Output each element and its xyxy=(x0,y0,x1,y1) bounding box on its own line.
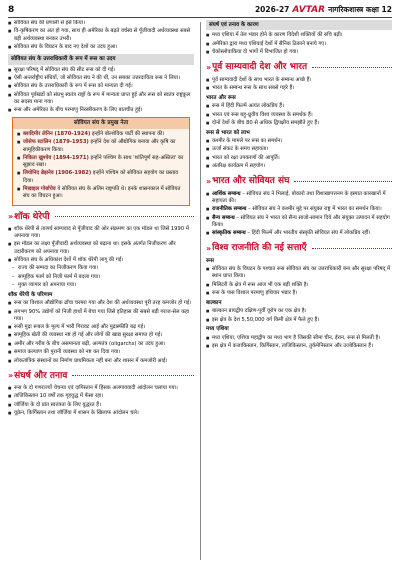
central-asia-list xyxy=(206,335,392,351)
list-item: ■ लगभग 90% उद्योगों को निजी हाथों में बेचा गया जिसे इतिहास की सबसे बड़ी गराज-सेल कहा गया। xyxy=(8,309,194,323)
shock-therapy-sublist xyxy=(12,265,194,289)
section-title: विश्व राजनीति की नई सत्ताएँ xyxy=(212,243,307,254)
list-item: ■ सोवियत संघ के विघटन के बाद नए देशों का उदय हुआ। xyxy=(8,44,194,51)
list-item: ■ रूस और अमेरिका के बीच परमाणु निरस्त्रीकरण के लिए बातचीत हुई। xyxy=(8,107,194,114)
leader-name: ब्लादिमीर लेनिन (1870-1924) xyxy=(23,131,91,138)
list-item: ■ समाज कल्याण की पुरानी व्यवस्था को नष्ट कर दिया गया। xyxy=(8,349,194,356)
book-title xyxy=(255,4,392,16)
list-item: ■ यूक्रेन, किर्गिस्तान तथा जॉर्जिया में शासन के खिलाफ आंदोलन चले। xyxy=(8,410,194,417)
india-ussr-list xyxy=(206,191,392,238)
section-title: संघर्ष और तनाव xyxy=(14,370,68,381)
leaders-box xyxy=(12,117,190,205)
page-header xyxy=(0,0,400,20)
leader-item xyxy=(17,139,185,153)
arrow-icon: » xyxy=(8,371,13,381)
list-item: ■ रूस का विशाल औद्योगिक ढाँचा चरमरा गया और देश की अर्थव्यवस्था पूरी तरह कमजोर हो गई। xyxy=(8,300,194,307)
subheading-band: संघर्ष एवं तनाव के कारण xyxy=(206,20,392,30)
list-item: ■ अमीर और गरीब के बीच असमानता बढ़ी, अल्पतंत्र (oligarchs) का उदय हुआ। xyxy=(8,341,194,348)
list-item: ■ सुरक्षा परिषद् में सोवियत संघ की सीट रूस को दी गई। xyxy=(8,67,194,74)
term-label: आर्थिक सम्बन्ध xyxy=(212,190,241,197)
dotted-rule xyxy=(312,67,392,68)
subheading: रूस से भारत को लाभ xyxy=(206,129,250,136)
list-item: ■ सोवियत पूर्वखंडों को संप्रभु स्वतंत्र राष्ट्रों के रूप में मान्यता प्राप्त हुई और रूस को स्वतंत्र राष्ट्रकुल का सदस्य माना गया। xyxy=(8,92,194,106)
list-item: ■ भारत को रक्षा उपकरणों की आपूर्ति। xyxy=(206,155,392,162)
leaders-list xyxy=(17,131,185,200)
page-number: 8 xyxy=(8,5,15,15)
shock-results-list xyxy=(8,300,194,365)
leaders-box-title: सोवियत संघ के प्रमुख नेता xyxy=(13,118,189,129)
section-heading xyxy=(206,242,392,254)
list-item: – मुक्त व्यापार को अपनाया गया। xyxy=(12,282,194,289)
dotted-rule xyxy=(312,248,392,249)
list-item: ■ सोवियत संघ के अधिकांश देशों में शॉक थेरेपी लागू की गई। xyxy=(8,257,194,264)
list-item: – राज्य की सम्पदा का निजीकरण किया गया। xyxy=(12,265,194,272)
subheading: मध्य एशिया xyxy=(206,326,229,333)
list-item: ■ चेकोस्लोवाकिया दो भागों में विभाजित हो गया। xyxy=(206,49,392,56)
leader-text: इन्होंने देश को औद्योगिक बनाया और कृषि का सामूहिकीकरण किया। xyxy=(23,139,176,153)
intro-list xyxy=(8,20,194,51)
list-item: ■ वि-कृषिकरण का अंत हो गया, साथ ही अमेरिका के बढ़ते वर्चस्व से पूँजीवादी अर्थव्यवस्था सबसे बड़ी अर्थव्यवस्था बनकर उभरी। xyxy=(8,28,194,42)
section-heading xyxy=(8,211,194,223)
leader-text: ये सोवियत संघ के अंतिम राष्ट्रपति थे। इनके शासनकाल में सोवियत संघ का विघटन हुआ। xyxy=(23,185,181,200)
russia-power-list xyxy=(206,266,392,297)
list-item: ■ अंतरिक्ष कार्यक्रम में सहयोग। xyxy=(206,163,392,170)
dotted-rule xyxy=(72,375,194,376)
list-item: ■ रूस में हिंदी फिल्में अत्यंत लोकप्रिय हैं। xyxy=(206,103,392,110)
list-item: ■ सोवियत संघ के उत्तराधिकारी के रूप में रूस को मान्यता दी गई। xyxy=(8,83,194,90)
list-item: – सामूहिक फार्म को निजी फार्म में बदला गया। xyxy=(12,274,194,281)
subheading: भारत और रूस xyxy=(206,94,236,101)
column-divider xyxy=(200,22,201,560)
section-heading xyxy=(206,61,392,73)
list-item: ■ इस क्षेत्र के देश 5,50,000 वर्ग किमी क्षेत्र में फैले हुए हैं। xyxy=(206,317,392,324)
balkan-list xyxy=(206,308,392,324)
conflict-list xyxy=(8,385,194,417)
arrow-icon: » xyxy=(206,177,211,187)
ex-communist-list xyxy=(206,77,392,93)
list-item: ■ सांस्कृतिक सम्बन्ध – हिंदी फिल्में और भारतीय संस्कृति सोवियत संघ में लोकप्रिय रहीं। xyxy=(206,230,392,237)
subheading: शॉक थेरेपी के परिणाम xyxy=(8,291,53,298)
list-item: ■ कश्मीर के मामले पर रूस का समर्थन। xyxy=(206,138,392,145)
list-item: ■ ऐसी अन्तर्राष्ट्रीय संधियों, जो सोवियत संघ ने की थीं, उन सबका उत्तरदायित्व रूस ने लिया। xyxy=(8,75,194,82)
term-text: सोवियत संघ ने भिलाई, बोकारो तथा विशाखापत्तनम के इस्पात कारखानों में सहायता की। xyxy=(212,190,386,204)
leader-name: लियोनिद ब्रेझनेव (1906-1982) xyxy=(23,170,92,177)
russia-successor-list xyxy=(8,67,194,115)
term-label: सांस्कृतिक सम्बन्ध xyxy=(212,230,246,237)
list-item: ■ सैन्य सम्बन्ध – सोवियत संघ ने भारत को सैन्य साजो-सामान दिये और संयुक्त उत्पादन में सहयोग किया। xyxy=(206,215,392,229)
india-russia-list xyxy=(206,103,392,127)
shock-therapy-list xyxy=(8,226,194,264)
leader-item xyxy=(17,155,185,169)
list-item: ■ इस क्षेत्र में कजाकिस्तान, किर्गिस्तान, ताजिकिस्तान, तुर्कमेनिस्तान और उज्बेकिस्तान हैं। xyxy=(206,343,392,350)
section-title: पूर्व साम्यवादी देश और भारत xyxy=(212,62,308,73)
term-label: राजनीतिक सम्बन्ध xyxy=(212,206,247,213)
section-title: शॉक थेरेपी xyxy=(14,211,50,222)
subheading: रूस xyxy=(206,257,214,264)
list-item: ■ बाल्कान प्रायद्वीप दक्षिण-पूर्वी यूरोप का एक क्षेत्र है। xyxy=(206,308,392,315)
list-item: ■ मध्य एशिया, एशिया महाद्वीप का मध्य भाग है जिसकी सीमा चीन, ईरान, रूस से मिलती है। xyxy=(206,335,392,342)
list-item: ■ मिलिटरी के क्षेत्र में रूस आज भी एक बड़ी शक्ति है। xyxy=(206,282,392,289)
leader-text: इन्होंने बोल्शेविक पार्टी की स्थापना की। xyxy=(91,131,165,138)
arrow-icon: » xyxy=(206,244,211,254)
list-item: ■ भारत के सम्बन्ध रूस के साथ सबसे गहरे हैं। xyxy=(206,85,392,92)
leader-item xyxy=(17,170,185,184)
list-item: ■ ऊर्जा संकट के समय सहायता। xyxy=(206,146,392,153)
leader-name: निकिता ख्रुश्चेव (1894-1971) xyxy=(23,154,89,161)
term-text: सोवियत संघ ने भारत को सैन्य साजो-सामान दिये और संयुक्त उत्पादन में सहयोग किया। xyxy=(212,214,390,228)
term-label: सैन्य सम्बन्ध xyxy=(212,214,235,221)
list-item: ■ राजनीतिक सम्बन्ध – सोवियत संघ ने कश्मीर मुद्दे पर संयुक्त राष्ट्र में भारत का समर्थन किया। xyxy=(206,206,392,213)
list-item: ■ अमेरिका द्वारा मध्य एशियाई देशों में सैनिक ठिकाने बनाये गए। xyxy=(206,41,392,48)
session-year: 2026-27 xyxy=(254,5,290,14)
section-heading xyxy=(8,370,194,382)
leader-text: इन्होंने पश्चिम के साथ 'शांतिपूर्ण सह-अस्तित्व' का सुझाव रखा। xyxy=(23,154,184,169)
leader-name: मिखाइल गोर्बाचेव xyxy=(23,185,56,192)
russia-benefits-list xyxy=(206,138,392,170)
left-column xyxy=(8,20,194,560)
leader-name: जोसेफ स्टालिन (1879-1953) xyxy=(23,139,89,146)
leader-item xyxy=(17,186,185,200)
list-item: ■ लोकतांत्रिक संस्थानों का निर्माण प्राथमिकता नहीं बना और शासन में कमजोरी आई। xyxy=(8,358,194,365)
list-item: ■ सामूहिक खेती की व्यवस्था नष्ट हो गई और लोगों की खाद्य सुरक्षा समाप्त हो गई। xyxy=(8,332,194,339)
list-item: ■ शॉक थेरेपी से तात्पर्य साम्यवाद से पूँजीवाद की ओर संक्रमण का एक मॉडल था जिसे 1990 में अपनाया गया। xyxy=(8,226,194,240)
list-item: ■ आर्थिक सम्बन्ध – सोवियत संघ ने भिलाई, बोकारो तथा विशाखापत्तनम के इस्पात कारखानों में सहायता की। xyxy=(206,191,392,205)
list-item: ■ रूस के पास विशाल परमाणु हथियार भंडार है। xyxy=(206,290,392,297)
list-item: ■ मध्य एशिया में तेल भंडार होने के कारण विदेशी शक्तियों की रुचि बढ़ी। xyxy=(206,32,392,39)
arrow-icon: » xyxy=(8,212,13,222)
list-item: ■ सोवियत संघ की प्रणाली से इसे किया। xyxy=(8,20,194,27)
leader-item xyxy=(17,131,185,138)
list-item: ■ ताजिकिस्तान 10 वर्षों तक गृहयुद्ध में फँसा रहा। xyxy=(8,393,194,400)
list-item: ■ जॉर्जिया के दो प्रांत स्वतंत्रता के लिए युद्धरत हैं। xyxy=(8,402,194,409)
dotted-rule xyxy=(294,181,392,182)
list-item: ■ सोवियत संघ के विघटन के पश्चात रूस सोवियत संघ का उत्तराधिकारी बना और सुरक्षा परिषद् में स्थान प्राप्त किया। xyxy=(206,266,392,280)
header-rule xyxy=(8,17,392,18)
list-item: ■ भारत एवं रूस बहु-ध्रुवीय विश्व व्यवस्था के समर्थक हैं। xyxy=(206,112,392,119)
subheading-band: सोवियत संघ के उत्तराधिकारी के रूप में रूस का उदय xyxy=(8,54,194,64)
brand-logo: AVTAR xyxy=(292,5,326,15)
list-item: ■ इस मॉडल का लक्ष्य पूँजीवादी अर्थव्यवस्था को बढ़ाना था। इसके अंतर्गत निजीकरण और उदारीकरण को अपनाया गया। xyxy=(8,241,194,255)
leader-text: इन्होंने पश्चिम को सोवियत सहयोग का प्रस्ताव दिया। xyxy=(23,170,179,184)
arrow-icon: » xyxy=(206,63,211,73)
conflict-causes-list xyxy=(206,32,392,56)
section-title: भारत और सोवियत संघ xyxy=(212,176,290,187)
right-column xyxy=(206,20,392,560)
dotted-rule xyxy=(55,216,194,217)
subheading: बाल्कान xyxy=(206,299,222,306)
list-item: ■ दोनों देशों के बीच 80 से अधिक द्विपक्षीय समझौते हुए हैं। xyxy=(206,120,392,127)
list-item: ■ रूसी मुद्रा रूबल के मूल्य में भारी गिरावट आई और मुद्रास्फीति बढ़ गई। xyxy=(8,324,194,331)
list-item: ■ रूस के दो गणराज्यों चेचन्या एवं दागिस्तान में हिंसक अलगाववादी आंदोलन चलाया गया। xyxy=(8,385,194,392)
list-item: ■ पूर्व साम्यवादी देशों के साथ भारत के सम्बन्ध अच्छे हैं। xyxy=(206,77,392,84)
section-heading xyxy=(206,175,392,187)
subject-title: नागरिकशास्त्र कक्षा 12 xyxy=(328,5,392,14)
term-text: सोवियत संघ ने कश्मीर मुद्दे पर संयुक्त राष्ट्र में भारत का समर्थन किया। xyxy=(252,206,382,213)
term-text: हिंदी फिल्में और भारतीय संस्कृति सोवियत संघ में लोकप्रिय रहीं। xyxy=(251,230,371,237)
